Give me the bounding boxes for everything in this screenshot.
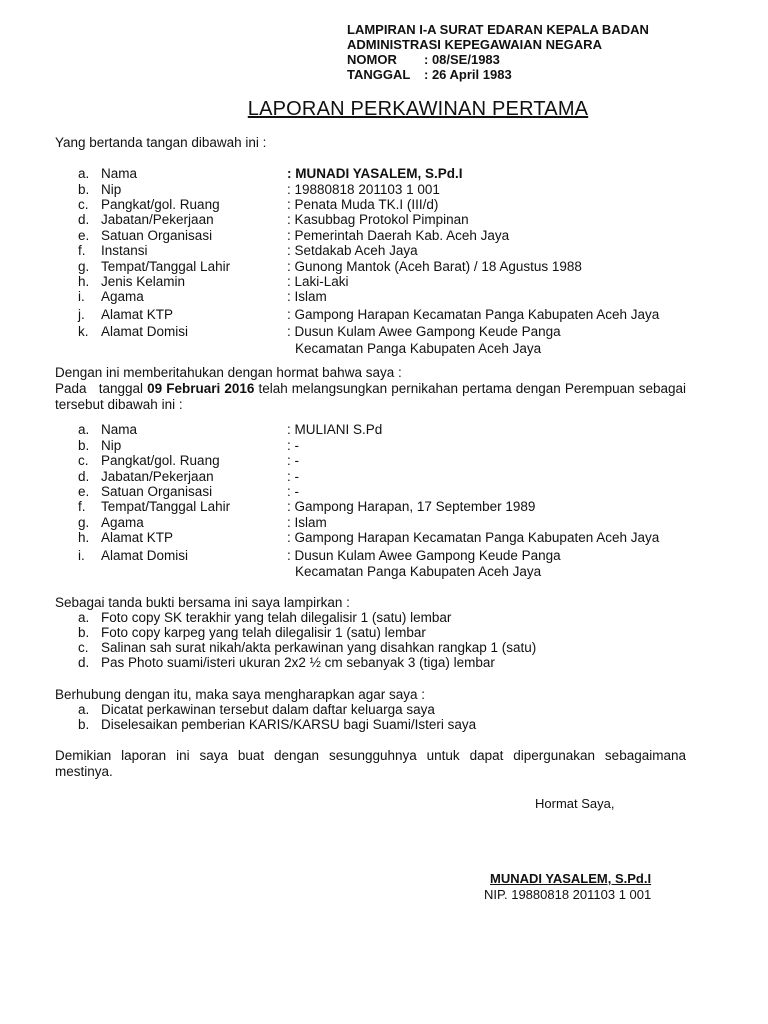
row-label: Jabatan/Pekerjaan	[101, 212, 214, 227]
person2-row	[0, 515, 768, 531]
row-value: : -	[287, 469, 299, 484]
document-title: LAPORAN PERKAWINAN PERTAMA	[247, 98, 589, 120]
request-item	[0, 717, 768, 733]
row-value: : Gampong Harapan, 17 September 1989	[287, 499, 536, 514]
row-letter: c.	[78, 453, 89, 468]
item-text: Pas Photo suami/isteri ukuran 2x2 ½ cm sebanyak 3 (tiga) lembar	[101, 655, 495, 670]
row-label: Jenis Kelamin	[101, 274, 186, 289]
row-letter: d.	[78, 469, 90, 484]
item-text: Diselesaikan pemberian KARIS/KARSU bagi Suami/Isteri saya	[101, 717, 477, 732]
person1-row	[0, 324, 768, 340]
row-label: Tempat/Tanggal Lahir	[101, 499, 231, 514]
row-label: Nama	[101, 166, 138, 181]
row-value: : Dusun Kulam Awee Gampong Keude Panga	[287, 548, 561, 563]
row-label: Agama	[101, 515, 144, 530]
row-letter: c.	[78, 197, 89, 212]
request-item	[0, 702, 768, 718]
item-text: Salinan sah surat nikah/akta perkawinan yang disahkan rangkap 1 (satu)	[101, 640, 537, 655]
row-letter: e.	[78, 484, 90, 499]
header-nomor-key: NOMOR	[347, 52, 397, 67]
item-text: Foto copy karpeg yang telah dilegalisir 1 (satu) lembar	[101, 625, 426, 640]
row-value: : Gampong Harapan Kecamatan Panga Kabupaten Aceh Jaya	[287, 307, 660, 322]
row-value: : Penata Muda TK.I (III/d)	[287, 197, 439, 212]
row-value: : Islam	[287, 515, 327, 530]
row-letter: k.	[78, 324, 89, 339]
row-letter: h.	[78, 530, 90, 545]
person2-row	[0, 499, 768, 515]
person2-domisili-continuation: Kecamatan Panga Kabupaten Aceh Jaya	[295, 564, 542, 579]
person1-row	[0, 243, 768, 259]
row-letter: f.	[78, 499, 86, 514]
person1-row	[0, 274, 768, 290]
row-letter: b.	[78, 182, 90, 197]
row-letter: b.	[78, 438, 90, 453]
marriage-date: 09 Februari 2016	[147, 381, 255, 396]
row-value: : Dusun Kulam Awee Gampong Keude Panga	[287, 324, 561, 339]
row-value: : -	[287, 453, 299, 468]
row-label: Alamat KTP	[101, 307, 174, 322]
row-value: : Laki-Laki	[287, 274, 349, 289]
row-label: Instansi	[101, 243, 148, 258]
person1-row	[0, 166, 768, 182]
row-value: : -	[287, 438, 299, 453]
person1-domisili-continuation: Kecamatan Panga Kabupaten Aceh Jaya	[295, 341, 542, 356]
person1-row	[0, 228, 768, 244]
signature-greeting: Hormat Saya,	[535, 796, 615, 811]
row-letter: d.	[78, 212, 90, 227]
row-label: Nip	[101, 438, 122, 453]
row-value: : Gunong Mantok (Aceh Barat) / 18 Agustus 1988	[287, 259, 582, 274]
attachments-intro: Sebagai tanda bukti bersama ini saya lampirkan :	[55, 595, 350, 610]
person2-row	[0, 469, 768, 485]
person2-row	[0, 438, 768, 454]
row-letter: g.	[78, 515, 90, 530]
row-label: Nama	[101, 422, 138, 437]
row-value: : Setdakab Aceh Jaya	[287, 243, 418, 258]
person2-row	[0, 453, 768, 469]
item-text: Foto copy SK terakhir yang telah dilegalisir 1 (satu) lembar	[101, 610, 452, 625]
header-line-2: ADMINISTRASI KEPEGAWAIAN NEGARA	[347, 37, 602, 52]
person1-row	[0, 212, 768, 228]
row-letter: j.	[78, 307, 85, 322]
attachment-item	[0, 655, 768, 671]
person2-row	[0, 484, 768, 500]
row-value: : Kasubbag Protokol Pimpinan	[287, 212, 469, 227]
row-value: : Islam	[287, 289, 327, 304]
row-letter: e.	[78, 228, 90, 243]
header-tanggal-value: : 26 April 1983	[424, 67, 512, 82]
item-text: Dicatat perkawinan tersebut dalam daftar keluarga saya	[101, 702, 435, 717]
header-tanggal	[347, 67, 512, 82]
row-label: Alamat Domisi	[101, 548, 189, 563]
row-value: : 19880818 201103 1 001	[287, 182, 440, 197]
row-value: : Gampong Harapan Kecamatan Panga Kabupaten Aceh Jaya	[287, 530, 660, 545]
marriage-paragraph	[55, 381, 686, 413]
row-label: Agama	[101, 289, 144, 304]
person2-row	[0, 422, 768, 438]
row-value: : MULIANI S.Pd	[287, 422, 383, 437]
row-label: Satuan Organisasi	[101, 484, 213, 499]
header-nomor-value: : 08/SE/1983	[424, 52, 500, 67]
requests-intro: Berhubung dengan itu, maka saya mengharapkan agar saya :	[55, 687, 425, 702]
row-letter: a.	[78, 166, 90, 181]
header-nomor	[347, 52, 500, 67]
row-letter: i.	[78, 548, 85, 563]
row-label: Pangkat/gol. Ruang	[101, 197, 220, 212]
signature-name: MUNADI YASALEM, S.Pd.I	[490, 871, 652, 886]
signature-nip: NIP. 19880818 201103 1 001	[484, 887, 652, 902]
row-letter: h.	[78, 274, 90, 289]
row-value: : -	[287, 484, 299, 499]
row-label: Nip	[101, 182, 122, 197]
item-letter: a.	[78, 702, 90, 717]
row-value: : Pemerintah Daerah Kab. Aceh Jaya	[287, 228, 510, 243]
person1-row	[0, 307, 768, 323]
item-letter: a.	[78, 610, 90, 625]
attachment-item	[0, 610, 768, 626]
row-letter: i.	[78, 289, 85, 304]
marriage-pre: Pada tanggal	[55, 381, 148, 396]
row-letter: a.	[78, 422, 90, 437]
row-label: Alamat Domisi	[101, 324, 189, 339]
marriage-post: telah melangsungkan pernikahan pertama dengan Perempuan sebagai tersebut dibawah ini :	[55, 381, 686, 412]
intro-text: Yang bertanda tangan dibawah ini :	[55, 135, 267, 150]
row-letter: f.	[78, 243, 86, 258]
row-label: Alamat KTP	[101, 530, 174, 545]
person1-row	[0, 197, 768, 213]
header-line-1: LAMPIRAN I-A SURAT EDARAN KEPALA BADAN	[347, 22, 649, 37]
notice-text: Dengan ini memberitahukan dengan hormat bahwa saya :	[55, 365, 402, 380]
item-letter: b.	[78, 717, 90, 732]
item-letter: c.	[78, 640, 89, 655]
row-letter: g.	[78, 259, 90, 274]
person1-row	[0, 182, 768, 198]
row-label: Pangkat/gol. Ruang	[101, 453, 220, 468]
closing-paragraph: Demikian laporan ini saya buat dengan sesungguhnya untuk dapat dipergunakan sebagaimana mestinya.	[55, 748, 686, 779]
person1-row	[0, 259, 768, 275]
row-label: Tempat/Tanggal Lahir	[101, 259, 231, 274]
row-value: : MUNADI YASALEM, S.Pd.I	[287, 166, 463, 181]
attachment-item	[0, 640, 768, 656]
attachment-item	[0, 625, 768, 641]
row-label: Jabatan/Pekerjaan	[101, 469, 214, 484]
item-letter: d.	[78, 655, 90, 670]
row-label: Satuan Organisasi	[101, 228, 213, 243]
person2-row	[0, 548, 768, 564]
person2-row	[0, 530, 768, 546]
person1-row	[0, 289, 768, 305]
item-letter: b.	[78, 625, 90, 640]
header-tanggal-key: TANGGAL	[347, 67, 411, 82]
